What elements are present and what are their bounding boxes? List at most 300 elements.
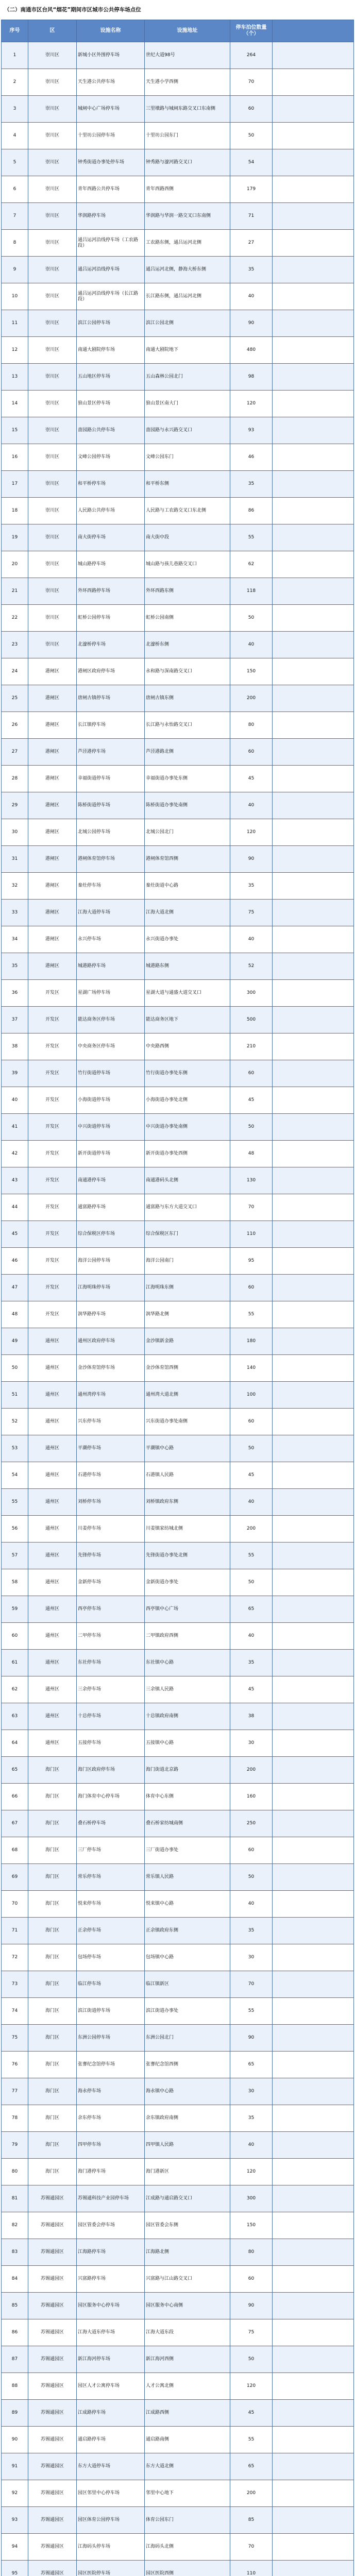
cell-blank (273, 417, 354, 444)
cell-address: 唐闸古镇东侧 (145, 685, 230, 712)
cell-address: 文峰公园东门 (145, 444, 230, 471)
cell-no: 22 (2, 605, 28, 632)
cell-blank (273, 2105, 354, 2132)
cell-name: 海门区政府停车场 (77, 1757, 145, 1784)
cell-name: 五山地区停车场 (77, 364, 145, 391)
cell-count: 70 (230, 2534, 273, 2561)
table-row (2, 1409, 354, 1435)
cell-no: 90 (2, 2427, 28, 2453)
cell-count: 45 (230, 766, 273, 792)
table-row (2, 1784, 354, 1810)
table-row (2, 819, 354, 846)
cell-no: 49 (2, 1328, 28, 1355)
cell-district: 苏锡通园区 (28, 2266, 77, 2293)
cell-district: 崇川区 (28, 310, 77, 337)
table-row (2, 1489, 354, 1516)
cell-address: 江成路与通启路交叉口 (145, 2185, 230, 2212)
cell-district: 港闸区 (28, 792, 77, 819)
cell-count: 300 (230, 2185, 273, 2212)
cell-blank (273, 2212, 354, 2239)
cell-blank (273, 2266, 354, 2293)
cell-name: 四甲停车场 (77, 2132, 145, 2159)
cell-blank (273, 685, 354, 712)
cell-district: 港闸区 (28, 658, 77, 685)
cell-blank (273, 230, 354, 257)
cell-name: 中兴街道停车场 (77, 1114, 145, 1141)
cell-district: 崇川区 (28, 632, 77, 658)
table-row (2, 1837, 354, 1864)
table-row (2, 2266, 354, 2293)
cell-name: 海永停车场 (77, 2078, 145, 2105)
cell-address: 兴富路与江山路交叉口 (145, 2266, 230, 2293)
cell-address: 五接镇中心路 (145, 1730, 230, 1757)
cell-count: 110 (230, 2561, 273, 2576)
cell-district: 通州区 (28, 1703, 77, 1730)
cell-no: 33 (2, 900, 28, 926)
cell-blank (273, 1382, 354, 1409)
cell-blank (273, 578, 354, 605)
table-row (2, 1810, 354, 1837)
cell-district: 港闸区 (28, 739, 77, 766)
cell-blank (273, 792, 354, 819)
cell-name: 人民路公共停车场 (77, 498, 145, 524)
cell-no: 48 (2, 1301, 28, 1328)
table-row (2, 1087, 354, 1114)
cell-name: 狼山景区停车场 (77, 391, 145, 417)
cell-district: 开发区 (28, 1275, 77, 1301)
table-row (2, 1569, 354, 1596)
cell-blank (273, 1167, 354, 1194)
cell-no: 77 (2, 2078, 28, 2105)
cell-blank (273, 1060, 354, 1087)
cell-address: 港闸体育馆西侧 (145, 846, 230, 873)
table-row (2, 471, 354, 498)
cell-count: 35 (230, 873, 273, 900)
cell-no: 21 (2, 578, 28, 605)
cell-no: 91 (2, 2453, 28, 2480)
cell-address: 通吕运河北侧，静海大桥东侧 (145, 257, 230, 283)
cell-name: 刘桥停车场 (77, 1489, 145, 1516)
cell-no: 6 (2, 176, 28, 203)
table-row (2, 176, 354, 203)
cell-no: 27 (2, 739, 28, 766)
cell-no: 94 (2, 2534, 28, 2561)
cell-district: 崇川区 (28, 578, 77, 605)
cell-blank (273, 2453, 354, 2480)
cell-address: 陈桥街道办事处南侧 (145, 792, 230, 819)
cell-no: 2 (2, 69, 28, 96)
cell-blank (273, 310, 354, 337)
cell-name: 悦来停车场 (77, 1891, 145, 1918)
cell-count: 86 (230, 498, 273, 524)
cell-address: 能达商务区地下 (145, 1007, 230, 1033)
table-row (2, 712, 354, 739)
cell-district: 通州区 (28, 1596, 77, 1623)
cell-address: 西亭镇中心广场 (145, 1596, 230, 1623)
cell-blank (273, 2534, 354, 2561)
cell-district: 开发区 (28, 1167, 77, 1194)
cell-address: 刘桥镇政府东侧 (145, 1489, 230, 1516)
table-row (2, 1007, 354, 1033)
cell-address: 外环西路东侧 (145, 578, 230, 605)
cell-count: 120 (230, 391, 273, 417)
cell-no: 19 (2, 524, 28, 551)
cell-name: 秦灶停车场 (77, 873, 145, 900)
cell-address: 和平桥东侧 (145, 471, 230, 498)
parking-table (1, 20, 354, 2576)
cell-blank (273, 1516, 354, 1543)
cell-count: 55 (230, 524, 273, 551)
cell-count: 70 (230, 1971, 273, 1998)
cell-address: 南通港码头北侧 (145, 1167, 230, 1194)
cell-count: 120 (230, 2373, 273, 2400)
cell-blank (273, 2078, 354, 2105)
table-row (2, 2159, 354, 2185)
table-row (2, 230, 354, 257)
table-row (2, 2507, 354, 2534)
cell-district: 崇川区 (28, 605, 77, 632)
cell-district: 通州区 (28, 1543, 77, 1569)
cell-name: 和平桥停车场 (77, 471, 145, 498)
cell-count: 200 (230, 1757, 273, 1784)
table-row (2, 42, 354, 69)
cell-name: 五接停车场 (77, 1730, 145, 1757)
table-row (2, 391, 354, 417)
cell-district: 崇川区 (28, 257, 77, 283)
cell-count: 60 (230, 1837, 273, 1864)
cell-blank (273, 1114, 354, 1141)
cell-no: 36 (2, 980, 28, 1007)
cell-name: 通吕运河沿线停车场（长江路段） (77, 283, 145, 310)
cell-name: 十里坊公园停车场 (77, 123, 145, 149)
cell-address: 海洋公园南门 (145, 1248, 230, 1275)
cell-no: 7 (2, 203, 28, 230)
cell-address: 叠石桥家纺城南侧 (145, 1810, 230, 1837)
cell-district: 港闸区 (28, 926, 77, 953)
table-row (2, 1328, 354, 1355)
table-row (2, 2212, 354, 2239)
table-row (2, 846, 354, 873)
cell-address: 石港镇人民路 (145, 1462, 230, 1489)
cell-district: 苏锡通园区 (28, 2534, 77, 2561)
cell-name: 二甲停车场 (77, 1623, 145, 1650)
cell-no: 55 (2, 1489, 28, 1516)
cell-blank (273, 1409, 354, 1435)
cell-no: 15 (2, 417, 28, 444)
cell-name: 通州区政府停车场 (77, 1328, 145, 1355)
document-title: （二）南通市区台风“烟花”期间市区城市公共停车场点位 (4, 7, 141, 13)
cell-district: 崇川区 (28, 42, 77, 69)
table-row (2, 2427, 354, 2453)
cell-name: 园区体育公园停车场 (77, 2507, 145, 2534)
cell-count: 120 (230, 2159, 273, 2185)
cell-no: 68 (2, 1837, 28, 1864)
cell-blank (273, 1007, 354, 1033)
cell-name: 园区医院停车场 (77, 2561, 145, 2576)
cell-district: 港闸区 (28, 846, 77, 873)
cell-blank (273, 2293, 354, 2319)
cell-name: 川姜停车场 (77, 1516, 145, 1543)
cell-no: 30 (2, 819, 28, 846)
cell-count: 45 (230, 1676, 273, 1703)
cell-count: 150 (230, 2212, 273, 2239)
cell-blank (273, 1248, 354, 1275)
cell-no: 81 (2, 2185, 28, 2212)
table-row (2, 1221, 354, 1248)
cell-district: 崇川区 (28, 283, 77, 310)
table-row (2, 417, 354, 444)
cell-blank (273, 149, 354, 176)
cell-address: 人才公寓北侧 (145, 2373, 230, 2400)
cell-count: 30 (230, 2078, 273, 2105)
cell-address: 十里坊公园东门 (145, 123, 230, 149)
cell-count: 85 (230, 2507, 273, 2534)
cell-address: 江成路西侧 (145, 2400, 230, 2427)
cell-district: 通州区 (28, 1516, 77, 1543)
table-row (2, 2185, 354, 2212)
cell-no: 72 (2, 1944, 28, 1971)
table-row (2, 792, 354, 819)
table-row (2, 632, 354, 658)
cell-blank (273, 42, 354, 69)
cell-count: 200 (230, 2480, 273, 2507)
cell-name: 三厂停车场 (77, 1837, 145, 1864)
cell-name: 永兴停车场 (77, 926, 145, 953)
cell-name: 城港路停车场 (77, 953, 145, 980)
cell-address: 江海码头北侧 (145, 2534, 230, 2561)
cell-district: 海门区 (28, 2159, 77, 2185)
cell-blank (273, 1087, 354, 1114)
cell-count: 30 (230, 1730, 273, 1757)
cell-address: 综合保税区东门 (145, 1221, 230, 1248)
table-row (2, 69, 354, 96)
cell-name: 滨江街道停车场 (77, 1998, 145, 2025)
cell-address: 三里墩路与城闸东路交叉口东南侧 (145, 96, 230, 123)
cell-no: 51 (2, 1382, 28, 1409)
cell-no: 62 (2, 1676, 28, 1703)
cell-count: 50 (230, 2346, 273, 2373)
header-blank (273, 20, 354, 42)
cell-name: 通富路停车场 (77, 1194, 145, 1221)
cell-address: 江海明珠东侧 (145, 1275, 230, 1301)
cell-address: 虹桥公园南侧 (145, 605, 230, 632)
cell-name: 滨江公园停车场 (77, 310, 145, 337)
cell-no: 52 (2, 1409, 28, 1435)
cell-name: 通吕运河沿线停车场（工农路段） (77, 230, 145, 257)
cell-address: 芦泾港路北侧 (145, 739, 230, 766)
cell-no: 16 (2, 444, 28, 471)
cell-address: 通富路与东方大道交叉口 (145, 1194, 230, 1221)
table-row (2, 2400, 354, 2427)
cell-count: 45 (230, 2400, 273, 2427)
cell-count: 100 (230, 1382, 273, 1409)
cell-blank (273, 498, 354, 524)
cell-district: 港闸区 (28, 766, 77, 792)
cell-address: 海门街道北京路 (145, 1757, 230, 1784)
cell-district: 苏锡通园区 (28, 2453, 77, 2480)
cell-address: 秦灶街道中心路 (145, 873, 230, 900)
cell-address: 余东镇政府南侧 (145, 2105, 230, 2132)
cell-district: 开发区 (28, 1007, 77, 1033)
cell-count: 200 (230, 1516, 273, 1543)
cell-district: 崇川区 (28, 391, 77, 417)
cell-blank (273, 1730, 354, 1757)
cell-blank (273, 257, 354, 283)
cell-district: 港闸区 (28, 873, 77, 900)
cell-address: 东社镇中心路 (145, 1650, 230, 1676)
cell-count: 90 (230, 310, 273, 337)
cell-blank (273, 766, 354, 792)
cell-address: 南通大剧院地下 (145, 337, 230, 364)
cell-blank (273, 96, 354, 123)
cell-no: 40 (2, 1087, 28, 1114)
cell-blank (273, 632, 354, 658)
table-row (2, 1275, 354, 1301)
cell-name: 幸福街道停车场 (77, 766, 145, 792)
table-row (2, 444, 354, 471)
cell-address: 园区服务中心南侧 (145, 2293, 230, 2319)
cell-count: 50 (230, 1114, 273, 1141)
table-row (2, 658, 354, 685)
cell-blank (273, 1489, 354, 1516)
cell-no: 84 (2, 2266, 28, 2293)
cell-no: 26 (2, 712, 28, 739)
cell-name: 十总停车场 (77, 1703, 145, 1730)
cell-district: 苏锡通园区 (28, 2373, 77, 2400)
cell-no: 11 (2, 310, 28, 337)
cell-district: 通州区 (28, 1355, 77, 1382)
cell-count: 35 (230, 1918, 273, 1944)
table-row (2, 739, 354, 766)
table-row (2, 2239, 354, 2266)
table-row (2, 1650, 354, 1676)
cell-name: 虹桥公园停车场 (77, 605, 145, 632)
cell-no: 8 (2, 230, 28, 257)
cell-blank (273, 1596, 354, 1623)
table-row (2, 2453, 354, 2480)
header-address: 设施地址 (145, 20, 230, 42)
cell-blank (273, 2427, 354, 2453)
cell-blank (273, 1141, 354, 1167)
cell-no: 61 (2, 1650, 28, 1676)
table-row (2, 1944, 354, 1971)
cell-name: 南通港停车场 (77, 1167, 145, 1194)
cell-count: 93 (230, 417, 273, 444)
table-row (2, 2293, 354, 2319)
cell-name: 星湖广场停车场 (77, 980, 145, 1007)
table-row (2, 2078, 354, 2105)
cell-no: 14 (2, 391, 28, 417)
table-row (2, 1891, 354, 1918)
cell-district: 海门区 (28, 2132, 77, 2159)
cell-blank (273, 1301, 354, 1328)
cell-blank (273, 1784, 354, 1810)
cell-name: 先锋停车场 (77, 1543, 145, 1569)
cell-count: 80 (230, 2239, 273, 2266)
cell-district: 开发区 (28, 1194, 77, 1221)
cell-blank (273, 1033, 354, 1060)
cell-district: 苏锡通园区 (28, 2239, 77, 2266)
cell-no: 50 (2, 1355, 28, 1382)
cell-blank (273, 69, 354, 96)
cell-district: 苏锡通园区 (28, 2480, 77, 2507)
table-row (2, 283, 354, 310)
cell-count: 120 (230, 819, 273, 846)
cell-blank (273, 1569, 354, 1596)
cell-count: 40 (230, 283, 273, 310)
cell-blank (273, 2132, 354, 2159)
cell-blank (273, 444, 354, 471)
cell-no: 39 (2, 1060, 28, 1087)
cell-name: 陈桥街道停车场 (77, 792, 145, 819)
cell-blank (273, 1194, 354, 1221)
cell-count: 55 (230, 1301, 273, 1328)
cell-name: 正余停车场 (77, 1918, 145, 1944)
cell-name: 江海码头停车场 (77, 2534, 145, 2561)
cell-address: 城港路东侧 (145, 953, 230, 980)
cell-address: 体育公园东门 (145, 2507, 230, 2534)
table-row (2, 953, 354, 980)
cell-address: 永兴街道办事处 (145, 926, 230, 953)
cell-blank (273, 2052, 354, 2078)
cell-address: 工农路东侧，通吕运河北侧 (145, 230, 230, 257)
cell-address: 张謇纪念馆西侧 (145, 2052, 230, 2078)
cell-address: 常乐镇人民路 (145, 1864, 230, 1891)
cell-address: 南大街中段 (145, 524, 230, 551)
cell-no: 37 (2, 1007, 28, 1033)
cell-count: 200 (230, 685, 273, 712)
cell-name: 润华路停车场 (77, 1301, 145, 1328)
cell-district: 海门区 (28, 2105, 77, 2132)
cell-address: 新江海河西侧 (145, 2346, 230, 2373)
cell-no: 20 (2, 551, 28, 578)
cell-name: 文峰公园停车场 (77, 444, 145, 471)
cell-name: 西亭停车场 (77, 1596, 145, 1623)
table-row (2, 1382, 354, 1409)
cell-address: 新开街道办事处西侧 (145, 1141, 230, 1167)
cell-count: 180 (230, 1328, 273, 1355)
cell-blank (273, 658, 354, 685)
cell-address: 星湖大道与通盛大道交叉口 (145, 980, 230, 1007)
cell-no: 41 (2, 1114, 28, 1141)
cell-no: 3 (2, 96, 28, 123)
cell-district: 崇川区 (28, 96, 77, 123)
cell-blank (273, 176, 354, 203)
table-row (2, 1114, 354, 1141)
cell-blank (273, 1837, 354, 1864)
cell-name: 园区服务中心停车场 (77, 2293, 145, 2319)
cell-blank (273, 1462, 354, 1489)
cell-address: 园区管委会东侧 (145, 2212, 230, 2239)
cell-address: 三厂街道办事处 (145, 1837, 230, 1864)
cell-name: 叠石桥停车场 (77, 1810, 145, 1837)
header-district: 区 (28, 20, 77, 42)
cell-no: 88 (2, 2373, 28, 2400)
cell-no: 76 (2, 2052, 28, 2078)
cell-count: 75 (230, 900, 273, 926)
cell-name: 新江海河停车场 (77, 2346, 145, 2373)
cell-address: 二甲镇政府西侧 (145, 1623, 230, 1650)
cell-count: 160 (230, 1784, 273, 1810)
cell-name: 北城公园停车场 (77, 819, 145, 846)
cell-blank (273, 1328, 354, 1355)
cell-district: 通州区 (28, 1462, 77, 1489)
table-row (2, 310, 354, 337)
table-row (2, 337, 354, 364)
cell-no: 57 (2, 1543, 28, 1569)
cell-district: 苏锡通园区 (28, 2507, 77, 2534)
cell-no: 93 (2, 2507, 28, 2534)
